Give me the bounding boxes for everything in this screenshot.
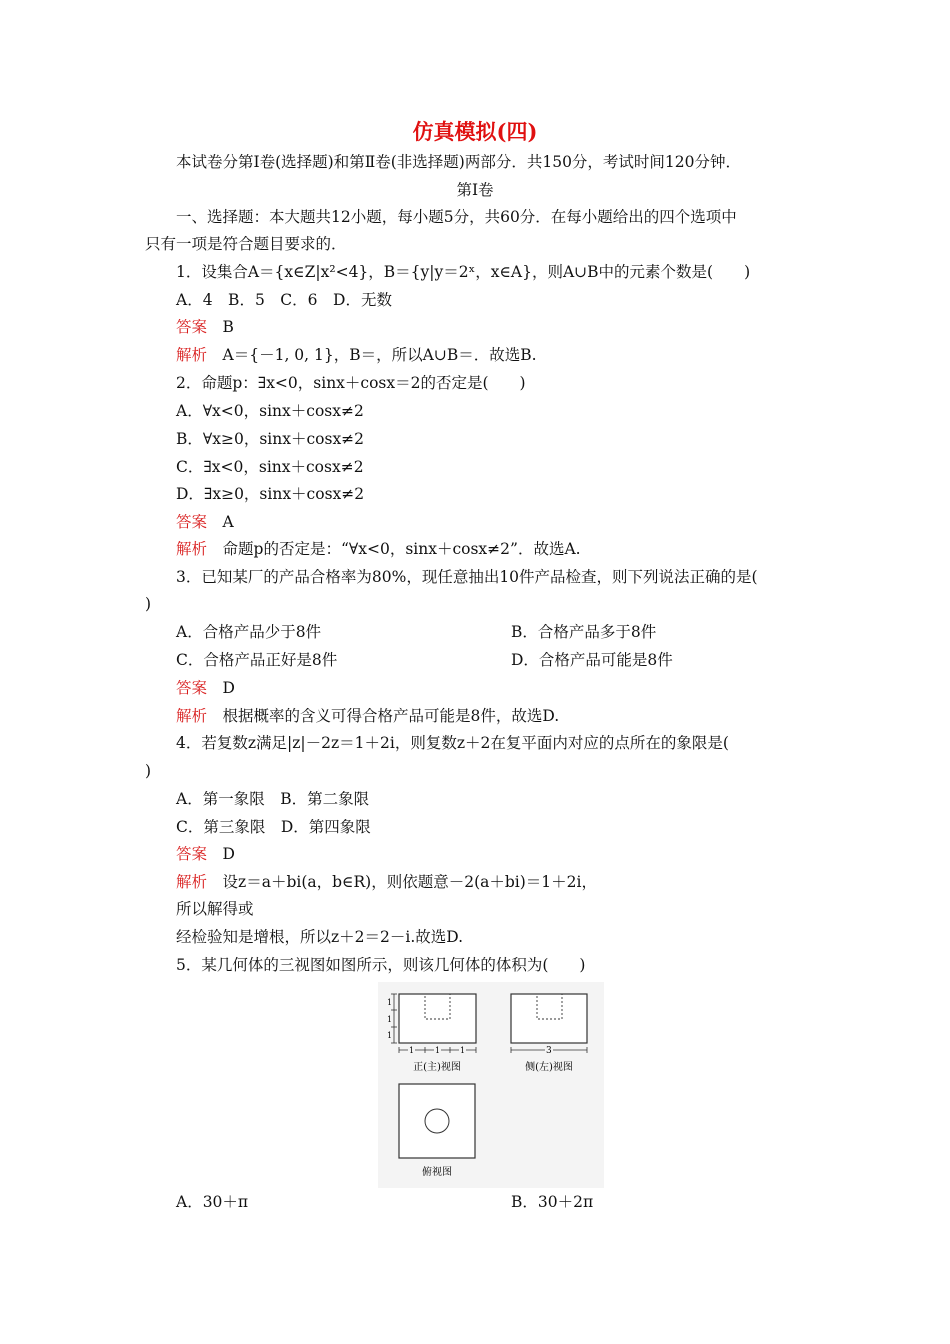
answer-label: 答案 [176,513,208,531]
q1-options: A．4 B．5 C．6 D．无数 [176,291,392,309]
q2-option-b: B．∀x≥0，sinx＋cosx≠2 [176,430,365,448]
answer-label: 答案 [176,318,208,336]
answer-label: 答案 [176,845,208,863]
q2-answer: A [222,513,234,531]
exam-intro: 本试卷分第Ⅰ卷(选择题)和第Ⅱ卷(非选择题)两部分．共150分，考试时间120分钟． [176,153,742,171]
top-view-rect [399,1084,475,1158]
q2-option-a: A．∀x<0，sinx＋cosx≠2 [176,402,364,420]
height-dim-label: 1 [387,1015,393,1024]
q2-analysis: 命题p的否定是：“∀x<0，sinx＋cosx≠2”．故选A. [222,540,581,558]
q1-answer-row [176,317,234,337]
width-dim-label: 1 [460,1046,466,1055]
side-width-dim-label: 3 [546,1046,552,1056]
q3-option-c: C．合格产品正好是8件 [176,651,338,669]
answer-label: 答案 [176,679,208,697]
front-view-rect [399,994,476,1043]
q2-option-c: C．∃x<0，sinx＋cosx≠2 [176,458,364,476]
q1-analysis: A＝{－1, 0, 1}，B＝，所以A∪B＝．故选B. [222,346,537,364]
q1-analysis-row [176,345,537,365]
q3-analysis-row [176,706,559,726]
q5-stem: 5．某几何体的三视图如图所示，则该几何体的体积为( ) [176,956,586,974]
q3-answer: D [222,679,235,697]
analysis-label: 解析 [176,540,208,558]
q5-option-a: A．30＋π [176,1193,249,1211]
q4-stem-line-1: 4．若复数z满足|z|－2z＝1＋2i，则复数z＋2在复平面内对应的点所在的象限是( [176,734,729,752]
q5-option-b: B．30＋2π [511,1193,594,1211]
q2-option-d: D．∃x≥0，sinx＋cosx≠2 [176,485,365,503]
q3-option-a: A．合格产品少于8件 [176,623,322,641]
q4-answer: D [222,845,235,863]
height-dim-label: 1 [387,1031,393,1040]
q4-options-line-1: A．第一象限 B．第二象限 [176,790,370,808]
q3-stem-line-1: 3．已知某厂的产品合格率为80%，现任意抽出10件产品检查，则下列说法正确的是( [176,568,758,586]
page-title: 仿真模拟(四) [412,119,538,144]
q4-stem-line-2: ) [145,762,152,780]
q3-option-d: D．合格产品可能是8件 [511,651,673,669]
q2-answer-row [176,512,234,532]
section-title: 第Ⅰ卷 [456,181,494,199]
q1-answer: B [222,318,234,336]
width-dim-label: 1 [409,1046,415,1055]
q4-answer-row [176,844,235,864]
side-view-rect [511,994,587,1043]
q3-stem-line-2: ) [145,595,152,613]
analysis-label: 解析 [176,346,208,364]
q1-stem: 1．设集合A＝{x∈Z|x²<4}，B＝{y|y＝2ˣ，x∈A}，则A∪B中的元素个数是( ) [176,263,751,281]
height-dim-label: 1 [387,998,393,1007]
q4-analysis-line-3: 经检验知是增根，所以z＋2＝2－i.故选D. [176,928,464,946]
side-view-label: 侧(左)视图 [525,1062,573,1073]
instructions-line-2: 只有一项是符合题目要求的． [145,235,347,253]
analysis-label: 解析 [176,873,208,891]
q3-analysis: 根据概率的含义可得合格产品可能是8件，故选D. [222,707,560,725]
front-view-label: 正(主)视图 [413,1062,461,1073]
three-view-figure [378,982,604,1188]
instructions-line-1: 一、选择题：本大题共12小题，每小题5分，共60分．在每小题给出的四个选项中 [176,208,737,226]
q4-analysis-row [176,872,597,892]
q4-analysis-line-2: 所以解得或 [176,900,254,918]
q2-stem: 2．命题p：∃x<0，sinx＋cosx＝2的否定是( ) [176,374,526,392]
top-view-label: 俯视图 [422,1167,452,1178]
q3-answer-row [176,678,235,698]
q4-options-line-2: C．第三象限 D．第四象限 [176,818,371,836]
width-dim-label: 1 [435,1046,441,1055]
analysis-label: 解析 [176,707,208,725]
q4-analysis: 设z＝a＋bi(a，b∈R)，则依题意－2(a＋bi)＝1＋2i， [222,873,597,891]
q2-analysis-row [176,539,581,559]
q3-option-b: B．合格产品多于8件 [511,623,657,641]
